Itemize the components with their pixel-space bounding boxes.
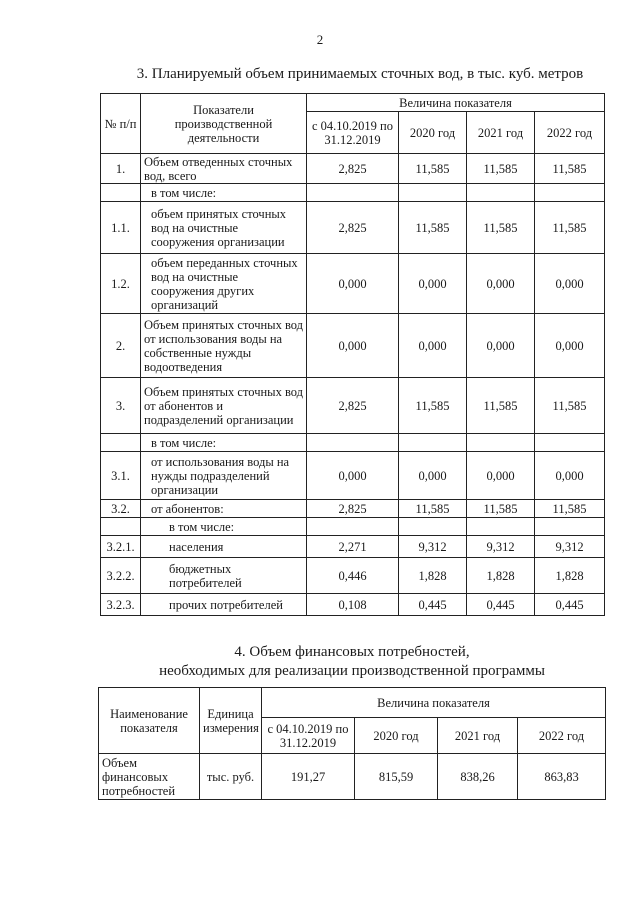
row-value: 0,000 xyxy=(307,314,399,378)
table-row xyxy=(101,184,605,202)
row-value xyxy=(399,518,467,536)
row-value xyxy=(307,518,399,536)
row-value xyxy=(467,434,535,452)
row-num: 3.2.3. xyxy=(101,594,141,616)
wastewater-volume-table xyxy=(100,93,605,616)
row-label: Объем финансовых потребностей xyxy=(99,754,200,800)
row-value xyxy=(467,518,535,536)
table-row xyxy=(99,754,606,800)
table-row xyxy=(101,154,605,184)
row-label: в том числе: xyxy=(141,434,307,452)
row-num xyxy=(101,184,141,202)
row-num xyxy=(101,518,141,536)
row-value: 11,585 xyxy=(399,202,467,254)
row-value: 838,26 xyxy=(438,754,518,800)
header-value-group: Величина показателя xyxy=(262,688,606,718)
header-period: 2022 год xyxy=(518,718,606,754)
row-value: 0,000 xyxy=(467,314,535,378)
table-row xyxy=(101,254,605,314)
header-period: 2021 год xyxy=(467,112,535,154)
table2-title-line2: необходимых для реализации производственной программы xyxy=(159,663,545,679)
row-value: 0,108 xyxy=(307,594,399,616)
row-value: 11,585 xyxy=(535,378,605,434)
table-row xyxy=(101,378,605,434)
row-value xyxy=(535,184,605,202)
row-value: 0,000 xyxy=(399,254,467,314)
row-value: 11,585 xyxy=(399,378,467,434)
header-period: 2022 год xyxy=(535,112,605,154)
row-value: 2,825 xyxy=(307,202,399,254)
table-row xyxy=(101,202,605,254)
row-value: 2,825 xyxy=(307,154,399,184)
row-label: объем переданных сточных вод на очистные сооружения других организаций xyxy=(141,254,307,314)
row-label: прочих потребителей xyxy=(141,594,307,616)
row-value: 11,585 xyxy=(399,500,467,518)
row-value: 0,000 xyxy=(399,314,467,378)
row-value: 11,585 xyxy=(535,154,605,184)
row-unit: тыс. руб. xyxy=(200,754,262,800)
table-row xyxy=(101,558,605,594)
row-value: 1,828 xyxy=(467,558,535,594)
header-period: с 04.10.2019 по 31.12.2019 xyxy=(262,718,355,754)
row-value: 815,59 xyxy=(355,754,438,800)
row-label: бюджетных потребителей xyxy=(141,558,307,594)
row-value: 0,000 xyxy=(467,452,535,500)
row-num: 3.2.1. xyxy=(101,536,141,558)
row-num: 3.2.2. xyxy=(101,558,141,594)
row-num: 2. xyxy=(101,314,141,378)
header-unit: Единица измерения xyxy=(200,688,262,754)
row-value: 0,000 xyxy=(535,314,605,378)
row-value: 0,446 xyxy=(307,558,399,594)
row-label: объем принятых сточных вод на очистные сооружения организации xyxy=(141,202,307,254)
row-num: 1.1. xyxy=(101,202,141,254)
row-value: 2,825 xyxy=(307,378,399,434)
row-value: 11,585 xyxy=(535,202,605,254)
row-label: от использования воды на нужды подразделений организации xyxy=(141,452,307,500)
row-value: 9,312 xyxy=(535,536,605,558)
row-value: 9,312 xyxy=(467,536,535,558)
row-label: Объем принятых сточных вод от абонентов и подразделений организации xyxy=(141,378,307,434)
row-value: 11,585 xyxy=(467,154,535,184)
row-value: 11,585 xyxy=(467,378,535,434)
row-value xyxy=(467,184,535,202)
row-value: 11,585 xyxy=(535,500,605,518)
row-value: 0,000 xyxy=(307,254,399,314)
table-row xyxy=(101,434,605,452)
row-value: 11,585 xyxy=(399,154,467,184)
row-value: 1,828 xyxy=(399,558,467,594)
header-period: 2020 год xyxy=(399,112,467,154)
row-value: 0,445 xyxy=(535,594,605,616)
page-number: 2 xyxy=(316,32,324,47)
financial-needs-table xyxy=(98,687,606,800)
header-num: № п/п xyxy=(101,94,141,154)
table1-title: 3. Планируемый объем принимаемых сточных вод, в тыс. куб. метров xyxy=(136,66,584,82)
header-period: 2021 год xyxy=(438,718,518,754)
table-row xyxy=(101,314,605,378)
row-value: 11,585 xyxy=(467,202,535,254)
row-num: 3. xyxy=(101,378,141,434)
table-row xyxy=(101,518,605,536)
table2-title-line1: 4. Объем финансовых потребностей, xyxy=(234,644,470,660)
row-num: 1.2. xyxy=(101,254,141,314)
row-label: в том числе: xyxy=(141,184,307,202)
row-value: 0,000 xyxy=(535,452,605,500)
table-row xyxy=(101,594,605,616)
header-value-group: Величина показателя xyxy=(307,94,605,112)
row-value: 0,445 xyxy=(467,594,535,616)
row-value: 191,27 xyxy=(262,754,355,800)
table-row xyxy=(101,452,605,500)
header-period: с 04.10.2019 по 31.12.2019 xyxy=(307,112,399,154)
row-value xyxy=(535,434,605,452)
row-label: Объем отведенных сточных вод, всего xyxy=(141,154,307,184)
header-name: Наименование показателя xyxy=(99,688,200,754)
row-value xyxy=(399,184,467,202)
row-value: 863,83 xyxy=(518,754,606,800)
row-value: 9,312 xyxy=(399,536,467,558)
row-value: 2,825 xyxy=(307,500,399,518)
table-row xyxy=(101,500,605,518)
row-value: 11,585 xyxy=(467,500,535,518)
row-value xyxy=(307,184,399,202)
row-value: 0,000 xyxy=(535,254,605,314)
row-label: Объем принятых сточных вод от использования воды на собственные нужды водоотведения xyxy=(141,314,307,378)
header-period: 2020 год xyxy=(355,718,438,754)
row-label: в том числе: xyxy=(141,518,307,536)
table-row xyxy=(101,536,605,558)
row-value xyxy=(307,434,399,452)
header-indicator: Показатели производственной деятельности xyxy=(141,94,307,154)
row-num: 3.2. xyxy=(101,500,141,518)
row-value xyxy=(535,518,605,536)
row-value xyxy=(399,434,467,452)
row-num: 1. xyxy=(101,154,141,184)
row-value: 0,000 xyxy=(307,452,399,500)
row-num: 3.1. xyxy=(101,452,141,500)
row-label: населения xyxy=(141,536,307,558)
table2-title xyxy=(100,643,604,681)
row-value: 1,828 xyxy=(535,558,605,594)
row-label: от абонентов: xyxy=(141,500,307,518)
row-value: 0,445 xyxy=(399,594,467,616)
row-value: 0,000 xyxy=(399,452,467,500)
row-value: 0,000 xyxy=(467,254,535,314)
row-value: 2,271 xyxy=(307,536,399,558)
row-num xyxy=(101,434,141,452)
